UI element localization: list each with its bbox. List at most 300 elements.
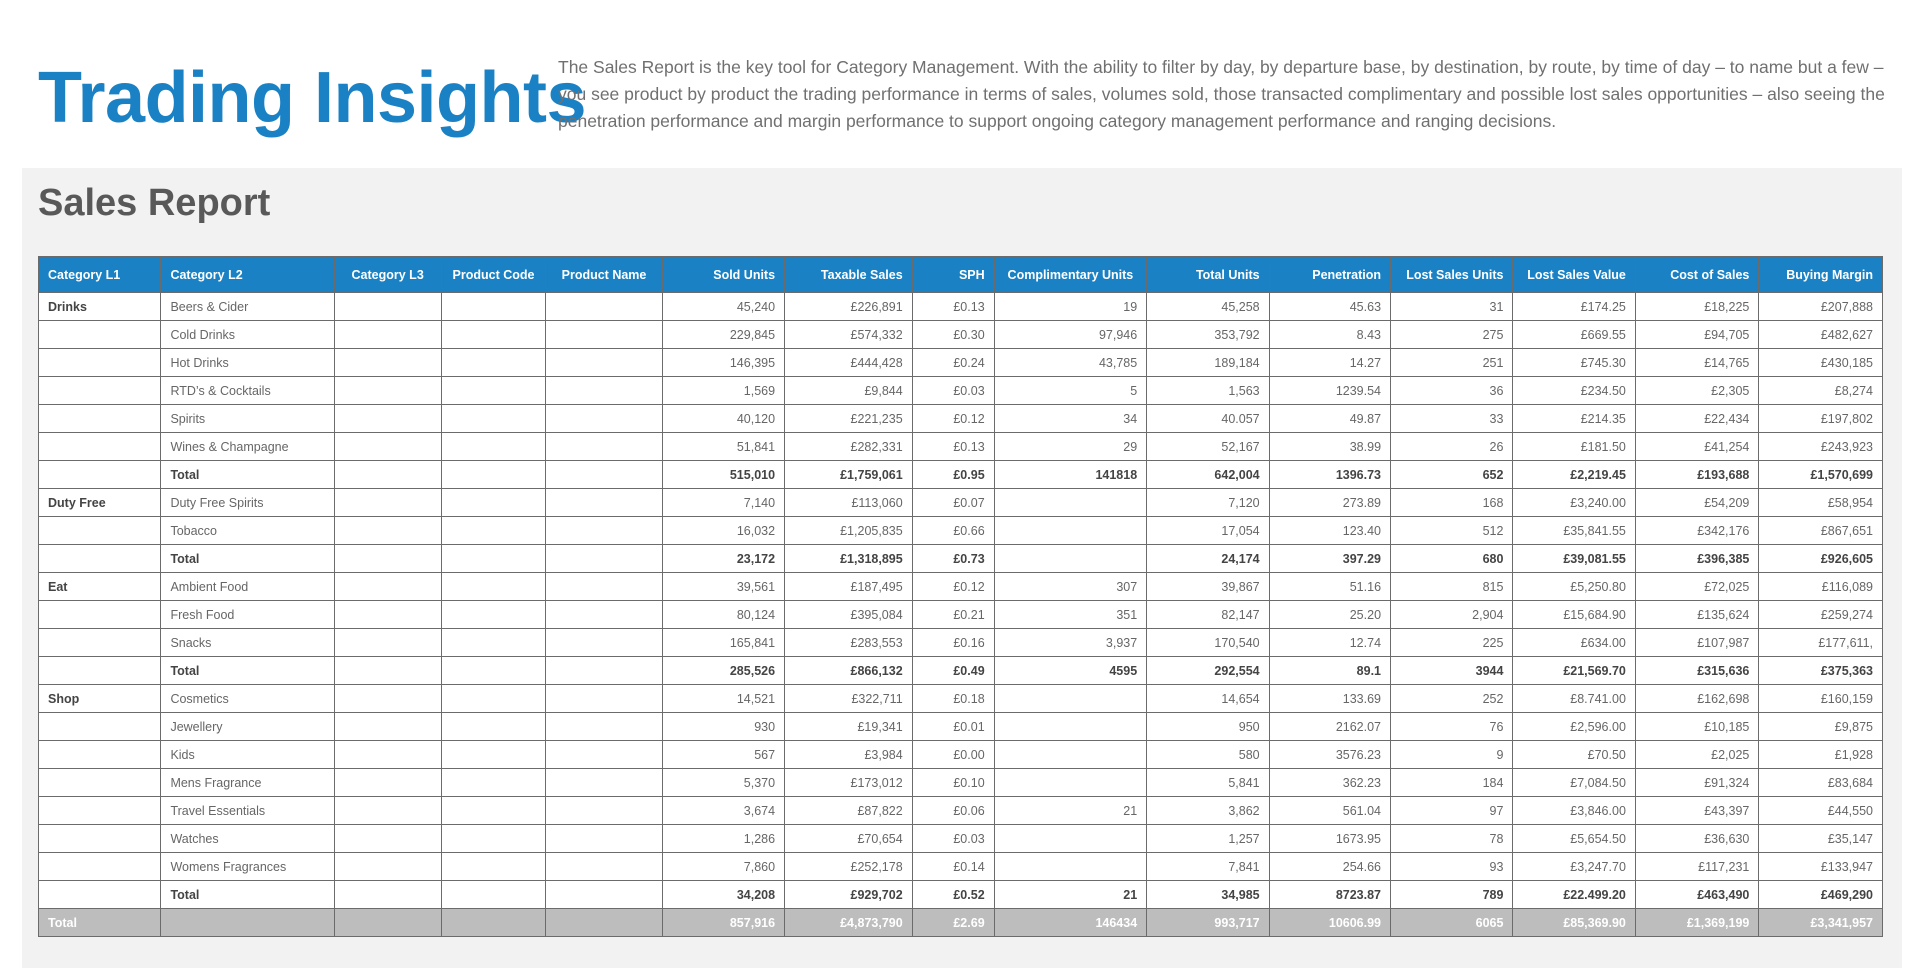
category-l1-cell [39,853,161,881]
table-cell [546,461,662,489]
table-cell [441,881,546,909]
table-row [39,433,1883,461]
table-cell: 184 [1391,769,1513,797]
table-cell: 353,792 [1147,321,1269,349]
table-cell [334,629,441,657]
table-cell: £444,428 [785,349,913,377]
table-row [39,405,1883,433]
table-cell: £0.00 [912,741,994,769]
table-cell: 5,370 [662,769,784,797]
table-cell: £2,305 [1635,377,1758,405]
table-cell: £745.30 [1513,349,1635,377]
table-cell: £221,235 [785,405,913,433]
table-cell: £0.01 [912,713,994,741]
table-cell: 25.20 [1269,601,1390,629]
table-cell: £395,084 [785,601,913,629]
table-cell: £0.21 [912,601,994,629]
table-cell [441,713,546,741]
column-header[interactable]: Cost of Sales [1635,257,1758,293]
table-row [39,293,1883,321]
table-cell [546,433,662,461]
table-cell: £35,841.55 [1513,517,1635,545]
table-cell: 3576.23 [1269,741,1390,769]
table-cell: £173,012 [785,769,913,797]
table-cell: 251 [1391,349,1513,377]
table-cell: 24,174 [1147,545,1269,573]
category-l2-cell: Ambient Food [161,573,334,601]
grand-total-cell: 857,916 [662,909,784,937]
category-l1-cell: Eat [39,573,161,601]
table-cell: £162,698 [1635,685,1758,713]
table-cell [994,685,1147,713]
table-cell: £193,688 [1635,461,1758,489]
table-cell: 225 [1391,629,1513,657]
category-l2-cell: Wines & Champagne [161,433,334,461]
column-header[interactable]: Taxable Sales [785,257,913,293]
table-cell: £113,060 [785,489,913,517]
table-cell: 17,054 [1147,517,1269,545]
table-cell: £375,363 [1759,657,1883,685]
grand-total-cell: 6065 [1391,909,1513,937]
table-cell: 580 [1147,741,1269,769]
table-cell [441,797,546,825]
table-cell [994,713,1147,741]
table-cell: 45.63 [1269,293,1390,321]
table-cell: £5,250.80 [1513,573,1635,601]
table-cell: 78 [1391,825,1513,853]
table-cell [994,769,1147,797]
category-l2-cell: Total [161,461,334,489]
table-cell: £8.741.00 [1513,685,1635,713]
table-cell: 14,521 [662,685,784,713]
table-cell: £58,954 [1759,489,1883,517]
table-row [39,377,1883,405]
table-cell: £10,185 [1635,713,1758,741]
table-cell: £234.50 [1513,377,1635,405]
table-cell: £22.499.20 [1513,881,1635,909]
table-cell [546,741,662,769]
table-cell: £1,759,061 [785,461,913,489]
table-cell [546,377,662,405]
table-cell: 26 [1391,433,1513,461]
table-cell: 567 [662,741,784,769]
table-cell: 133.69 [1269,685,1390,713]
table-cell [441,853,546,881]
table-row [39,685,1883,713]
table-cell [441,825,546,853]
table-cell: 40,120 [662,405,784,433]
grand-total-row [39,909,1883,937]
table-cell: £0.95 [912,461,994,489]
table-row [39,797,1883,825]
table-row [39,573,1883,601]
category-l2-cell: RTD’s & Cocktails [161,377,334,405]
category-l2-cell: Womens Fragrances [161,853,334,881]
grand-total-cell [334,909,441,937]
table-cell: 5 [994,377,1147,405]
category-l1-cell [39,769,161,797]
table-cell: £2,596.00 [1513,713,1635,741]
table-cell [546,713,662,741]
category-l1-cell [39,629,161,657]
table-cell [441,293,546,321]
table-header-row [39,257,1883,293]
table-cell: £36,630 [1635,825,1758,853]
category-l1-cell [39,881,161,909]
table-cell: £226,891 [785,293,913,321]
table-cell: 14,654 [1147,685,1269,713]
table-cell [546,489,662,517]
table-cell: £469,290 [1759,881,1883,909]
table-cell: 34 [994,405,1147,433]
table-cell: £3,846.00 [1513,797,1635,825]
table-cell [546,573,662,601]
table-row [39,741,1883,769]
category-l1-cell [39,433,161,461]
category-l2-cell: Beers & Cider [161,293,334,321]
table-cell [334,573,441,601]
table-cell [546,293,662,321]
table-row [39,517,1883,545]
table-cell: £83,684 [1759,769,1883,797]
table-cell: £3,240.00 [1513,489,1635,517]
table-cell: £482,627 [1759,321,1883,349]
table-cell: £0.49 [912,657,994,685]
table-cell: £929,702 [785,881,913,909]
table-cell: 8723.87 [1269,881,1390,909]
table-cell: £35,147 [1759,825,1883,853]
table-cell [441,685,546,713]
table-cell: £94,705 [1635,321,1758,349]
category-l1-cell [39,545,161,573]
category-l1-cell: Shop [39,685,161,713]
table-cell: £283,553 [785,629,913,657]
grand-total-cell: £2.69 [912,909,994,937]
category-l1-cell: Duty Free [39,489,161,517]
table-cell [441,349,546,377]
table-cell [546,629,662,657]
category-l1-cell [39,461,161,489]
table-cell: 51.16 [1269,573,1390,601]
table-cell: £70.50 [1513,741,1635,769]
category-l2-cell: Total [161,657,334,685]
table-cell: 33 [1391,405,1513,433]
table-cell: £91,324 [1635,769,1758,797]
table-cell [441,433,546,461]
table-cell: 930 [662,713,784,741]
table-cell: £867,651 [1759,517,1883,545]
table-cell: £70,654 [785,825,913,853]
column-header[interactable]: Category L3 [334,257,441,293]
table-cell: £135,624 [1635,601,1758,629]
grand-total-cell: £4,873,790 [785,909,913,937]
table-cell: 351 [994,601,1147,629]
category-l1-cell [39,825,161,853]
table-cell [994,825,1147,853]
table-cell: £0.07 [912,489,994,517]
sales-report-panel [22,168,1902,968]
table-cell: £0.14 [912,853,994,881]
table-cell: 652 [1391,461,1513,489]
table-cell [441,601,546,629]
category-l1-cell [39,657,161,685]
table-cell: 165,841 [662,629,784,657]
sales-report-table [38,256,1883,937]
table-cell [334,713,441,741]
category-l2-cell: Hot Drinks [161,349,334,377]
table-cell: 31 [1391,293,1513,321]
table-cell: 1239.54 [1269,377,1390,405]
table-cell: 36 [1391,377,1513,405]
grand-total-cell [161,909,334,937]
category-l2-cell: Travel Essentials [161,797,334,825]
column-header[interactable]: Buying Margin [1759,257,1883,293]
table-cell [334,377,441,405]
table-cell: 275 [1391,321,1513,349]
table-cell: £0.03 [912,377,994,405]
table-cell: 3944 [1391,657,1513,685]
table-cell: £87,822 [785,797,913,825]
table-cell: 34,208 [662,881,784,909]
table-cell [546,881,662,909]
table-cell: 642,004 [1147,461,1269,489]
table-cell: 80,124 [662,601,784,629]
table-cell: £0.30 [912,321,994,349]
table-cell: 252 [1391,685,1513,713]
table-cell [546,797,662,825]
table-cell [441,405,546,433]
table-cell: 7,841 [1147,853,1269,881]
column-header[interactable]: Category L1 [39,257,161,293]
table-cell [441,629,546,657]
table-cell: 8.43 [1269,321,1390,349]
table-cell: £322,711 [785,685,913,713]
table-cell: 40.057 [1147,405,1269,433]
table-cell: 1,286 [662,825,784,853]
table-cell: 52,167 [1147,433,1269,461]
table-cell [441,489,546,517]
category-l1-cell [39,713,161,741]
category-l1-cell [39,321,161,349]
table-cell: 93 [1391,853,1513,881]
table-cell: £259,274 [1759,601,1883,629]
category-l2-cell: Spirits [161,405,334,433]
table-cell: £177,611, [1759,629,1883,657]
table-cell: £252,178 [785,853,913,881]
table-cell: 3,674 [662,797,784,825]
table-cell: 38.99 [1269,433,1390,461]
table-cell: 39,561 [662,573,784,601]
column-header[interactable]: Product Name [546,257,662,293]
table-cell: 5,841 [1147,769,1269,797]
table-cell [334,853,441,881]
column-header[interactable]: Total Units [1147,257,1269,293]
table-cell [994,489,1147,517]
table-cell: 362.23 [1269,769,1390,797]
grand-total-cell: 146434 [994,909,1147,937]
table-cell: 168 [1391,489,1513,517]
grand-total-cell [546,909,662,937]
subtotal-row [39,881,1883,909]
table-cell: £866,132 [785,657,913,685]
table-cell [334,349,441,377]
table-cell [441,741,546,769]
category-l2-cell: Mens Fragrance [161,769,334,797]
table-cell: £54,209 [1635,489,1758,517]
table-cell: 2162.07 [1269,713,1390,741]
table-cell: £0.12 [912,573,994,601]
table-cell [334,685,441,713]
table-row [39,769,1883,797]
table-cell [334,741,441,769]
column-header[interactable]: Product Code [441,257,546,293]
table-cell [441,573,546,601]
table-cell: 2,904 [1391,601,1513,629]
table-cell: 1,563 [1147,377,1269,405]
table-cell [334,825,441,853]
table-cell: £0.66 [912,517,994,545]
table-cell: 19 [994,293,1147,321]
table-row [39,853,1883,881]
table-cell: 76 [1391,713,1513,741]
table-cell [334,797,441,825]
table-cell: 1,257 [1147,825,1269,853]
table-cell [441,517,546,545]
table-cell: £1,928 [1759,741,1883,769]
column-header[interactable]: Lost Sales Value [1513,257,1635,293]
category-l2-cell: Duty Free Spirits [161,489,334,517]
table-cell: £342,176 [1635,517,1758,545]
table-cell: £1,570,699 [1759,461,1883,489]
category-l2-cell: Jewellery [161,713,334,741]
table-cell: £0.10 [912,769,994,797]
table-cell: £7,084.50 [1513,769,1635,797]
subtotal-row [39,545,1883,573]
grand-total-cell: £85,369.90 [1513,909,1635,937]
subtotal-row [39,657,1883,685]
column-header[interactable]: Lost Sales Units [1391,257,1513,293]
table-cell: £72,025 [1635,573,1758,601]
table-cell: £41,254 [1635,433,1758,461]
table-cell: 512 [1391,517,1513,545]
table-cell [334,545,441,573]
table-cell: 189,184 [1147,349,1269,377]
table-cell: 141818 [994,461,1147,489]
table-cell: £43,397 [1635,797,1758,825]
table-cell: 1673.95 [1269,825,1390,853]
subtotal-row [39,461,1883,489]
table-cell: £9,875 [1759,713,1883,741]
table-cell: £2,025 [1635,741,1758,769]
table-cell: £1,318,895 [785,545,913,573]
table-cell: £0.06 [912,797,994,825]
table-cell: 97 [1391,797,1513,825]
table-cell: 254.66 [1269,853,1390,881]
table-cell: £181.50 [1513,433,1635,461]
table-cell: 45,240 [662,293,784,321]
table-cell: £926,605 [1759,545,1883,573]
table-cell: £574,332 [785,321,913,349]
table-cell [441,321,546,349]
table-cell [334,881,441,909]
category-l2-cell: Cold Drinks [161,321,334,349]
table-cell: 16,032 [662,517,784,545]
column-header[interactable]: Sold Units [662,257,784,293]
table-cell: £117,231 [1635,853,1758,881]
table-cell: £2,219.45 [1513,461,1635,489]
table-cell: 7,120 [1147,489,1269,517]
page-title: Trading Insights [38,58,587,138]
table-cell: 561.04 [1269,797,1390,825]
category-l1-cell [39,517,161,545]
table-cell [546,349,662,377]
category-l2-cell: Watches [161,825,334,853]
table-cell: £21,569.70 [1513,657,1635,685]
table-cell: £3,247.70 [1513,853,1635,881]
table-cell: £0.13 [912,433,994,461]
table-cell: £0.73 [912,545,994,573]
table-cell [334,489,441,517]
table-cell [546,825,662,853]
table-cell: £197,802 [1759,405,1883,433]
table-cell [334,461,441,489]
grand-total-cell: 993,717 [1147,909,1269,937]
table-cell [994,545,1147,573]
table-cell [334,517,441,545]
table-cell: 45,258 [1147,293,1269,321]
table-cell: 3,937 [994,629,1147,657]
table-cell: £116,089 [1759,573,1883,601]
table-cell [334,769,441,797]
table-row [39,349,1883,377]
column-header[interactable]: Penetration [1269,257,1390,293]
column-header[interactable]: SPH [912,257,994,293]
category-l1-cell [39,405,161,433]
table-cell: £133,947 [1759,853,1883,881]
table-cell: £15,684.90 [1513,601,1635,629]
table-cell: 3,862 [1147,797,1269,825]
table-cell: £160,159 [1759,685,1883,713]
table-cell: £0.18 [912,685,994,713]
category-l2-cell: Total [161,545,334,573]
table-cell: 21 [994,881,1147,909]
category-l2-cell: Tobacco [161,517,334,545]
table-cell: 229,845 [662,321,784,349]
table-cell [546,517,662,545]
table-row [39,825,1883,853]
category-l1-cell [39,349,161,377]
column-header[interactable]: Complimentary Units [994,257,1147,293]
table-cell: £0.12 [912,405,994,433]
table-cell: 515,010 [662,461,784,489]
table-cell [441,769,546,797]
table-cell: £1,205,835 [785,517,913,545]
table-cell: 1396.73 [1269,461,1390,489]
table-cell: 51,841 [662,433,784,461]
table-cell: 285,526 [662,657,784,685]
table-cell: 397.29 [1269,545,1390,573]
table-cell: £107,987 [1635,629,1758,657]
column-header[interactable]: Category L2 [161,257,334,293]
table-cell: 97,946 [994,321,1147,349]
table-cell [441,377,546,405]
table-cell: £0.16 [912,629,994,657]
table-cell: £207,888 [1759,293,1883,321]
table-cell: £9,844 [785,377,913,405]
table-cell: £22,434 [1635,405,1758,433]
table-cell: 7,140 [662,489,784,517]
table-cell: 7,860 [662,853,784,881]
